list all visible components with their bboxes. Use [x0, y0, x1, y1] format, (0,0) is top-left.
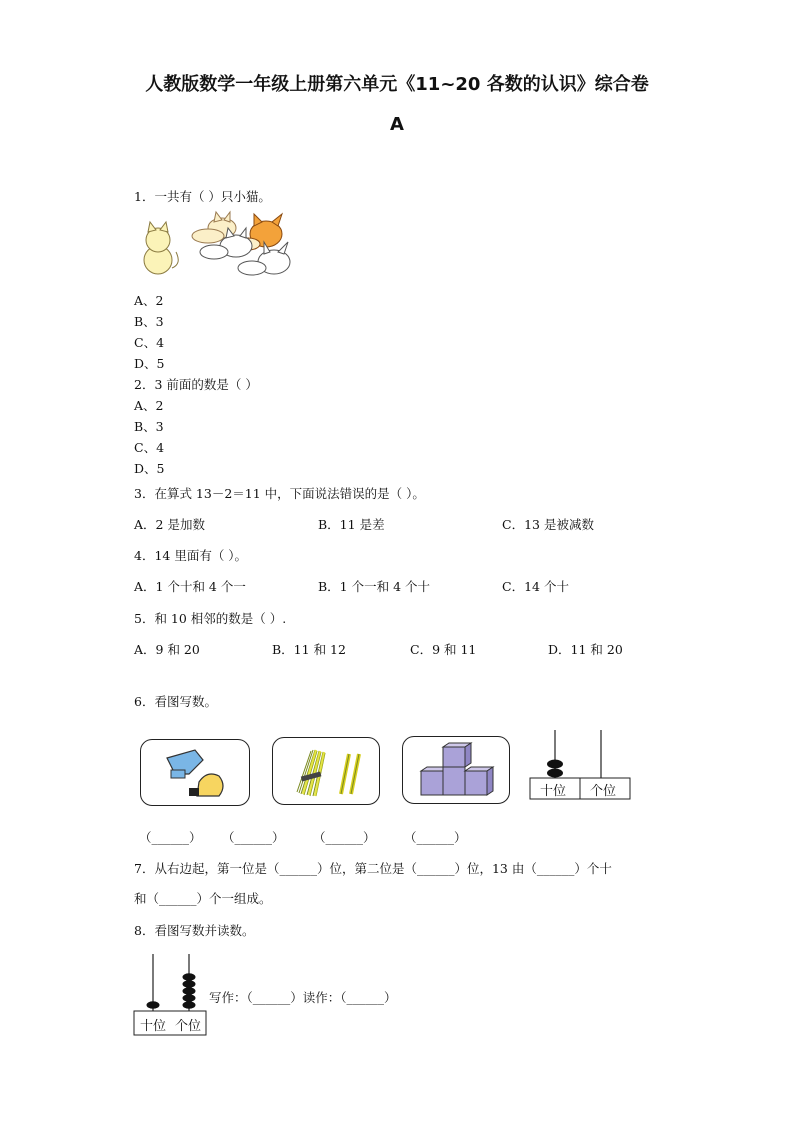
- q5-option-c[interactable]: C．9 和 11: [410, 642, 477, 657]
- q6-blank-1[interactable]: （______）: [139, 830, 202, 845]
- q8-abacus-bead: [183, 994, 196, 1002]
- page-title: 人教版数学一年级上册第六单元《11~20 各数的认识》综合卷: [145, 74, 649, 95]
- kittens-image: [136, 210, 296, 282]
- q2-option-b[interactable]: B、3: [134, 419, 164, 434]
- q6-box-whistle: [140, 739, 250, 806]
- q5-stem: 5．和 10 相邻的数是（ ）.: [134, 611, 287, 626]
- q6-blank-4[interactable]: （______）: [404, 830, 467, 845]
- kitten-yellow: [144, 222, 178, 274]
- q6-blank-2[interactable]: （______）: [222, 830, 285, 845]
- q6-abacus-tens-label: 十位: [540, 784, 567, 799]
- q2-option-c[interactable]: C、4: [134, 440, 165, 455]
- page-title-suffix: A: [390, 114, 404, 135]
- q7-line-1[interactable]: 7．从右边起，第一位是（______）位，第二位是（______）位，13 由（______）个十: [134, 861, 612, 876]
- q8-stem: 8．看图写数并读数。: [134, 923, 255, 938]
- q8-abacus-bead: [183, 1001, 196, 1009]
- whistle-icon: [161, 744, 231, 802]
- q8-abacus-ones-label: 个位: [175, 1019, 202, 1034]
- q8-abacus-bead: [183, 973, 196, 981]
- q8-abacus-bead: [183, 987, 196, 995]
- q8-answer-prompt[interactable]: 写作：（______）读作：（______）: [209, 990, 397, 1005]
- q1-option-c[interactable]: C、4: [134, 335, 165, 350]
- q6-abacus-ones-label: 个位: [590, 784, 617, 799]
- q6-abacus-bead: [547, 760, 563, 769]
- q2-option-d[interactable]: D、5: [134, 461, 165, 476]
- q8-abacus-bead: [183, 980, 196, 988]
- bundle-sticks-icon: [291, 744, 365, 802]
- q4-option-a[interactable]: A．1 个十和 4 个一: [134, 579, 246, 594]
- q3-option-c[interactable]: C．13 是被减数: [502, 517, 594, 532]
- q6-abacus: [528, 728, 632, 814]
- q5-option-a[interactable]: A．9 和 20: [134, 642, 200, 657]
- q3-option-b[interactable]: B．11 是差: [318, 517, 385, 532]
- cubes-icon: [415, 741, 499, 801]
- q1-option-a[interactable]: A、2: [134, 293, 164, 308]
- q6-abacus-bead: [547, 769, 563, 778]
- q2-stem: 2．3 前面的数是（ ）: [134, 377, 258, 392]
- q4-option-b[interactable]: B．1 个一和 4 个十: [318, 579, 431, 594]
- q3-option-a[interactable]: A．2 是加数: [134, 517, 205, 532]
- q2-option-a[interactable]: A、2: [134, 398, 164, 413]
- q6-blank-3[interactable]: （______）: [313, 830, 376, 845]
- q8-abacus-tens-label: 十位: [140, 1019, 167, 1034]
- q7-line-2[interactable]: 和（______）个一组成。: [134, 891, 272, 906]
- q8-abacus-bead: [147, 1001, 160, 1009]
- q1-option-d[interactable]: D、5: [134, 356, 165, 371]
- q5-option-b[interactable]: B．11 和 12: [272, 642, 346, 657]
- q1-option-b[interactable]: B、3: [134, 314, 164, 329]
- q5-option-d[interactable]: D．11 和 20: [548, 642, 623, 657]
- q4-option-c[interactable]: C．14 个十: [502, 579, 569, 594]
- q6-box-sticks: [272, 737, 380, 805]
- q4-stem: 4．14 里面有（ ）。: [134, 548, 248, 563]
- q6-stem: 6．看图写数。: [134, 694, 217, 709]
- q3-stem: 3．在算式 13－2＝11 中，下面说法错误的是（ ）。: [134, 486, 425, 501]
- q1-stem: 1．一共有（ ）只小猫。: [134, 189, 271, 204]
- q6-box-cubes: [402, 736, 510, 804]
